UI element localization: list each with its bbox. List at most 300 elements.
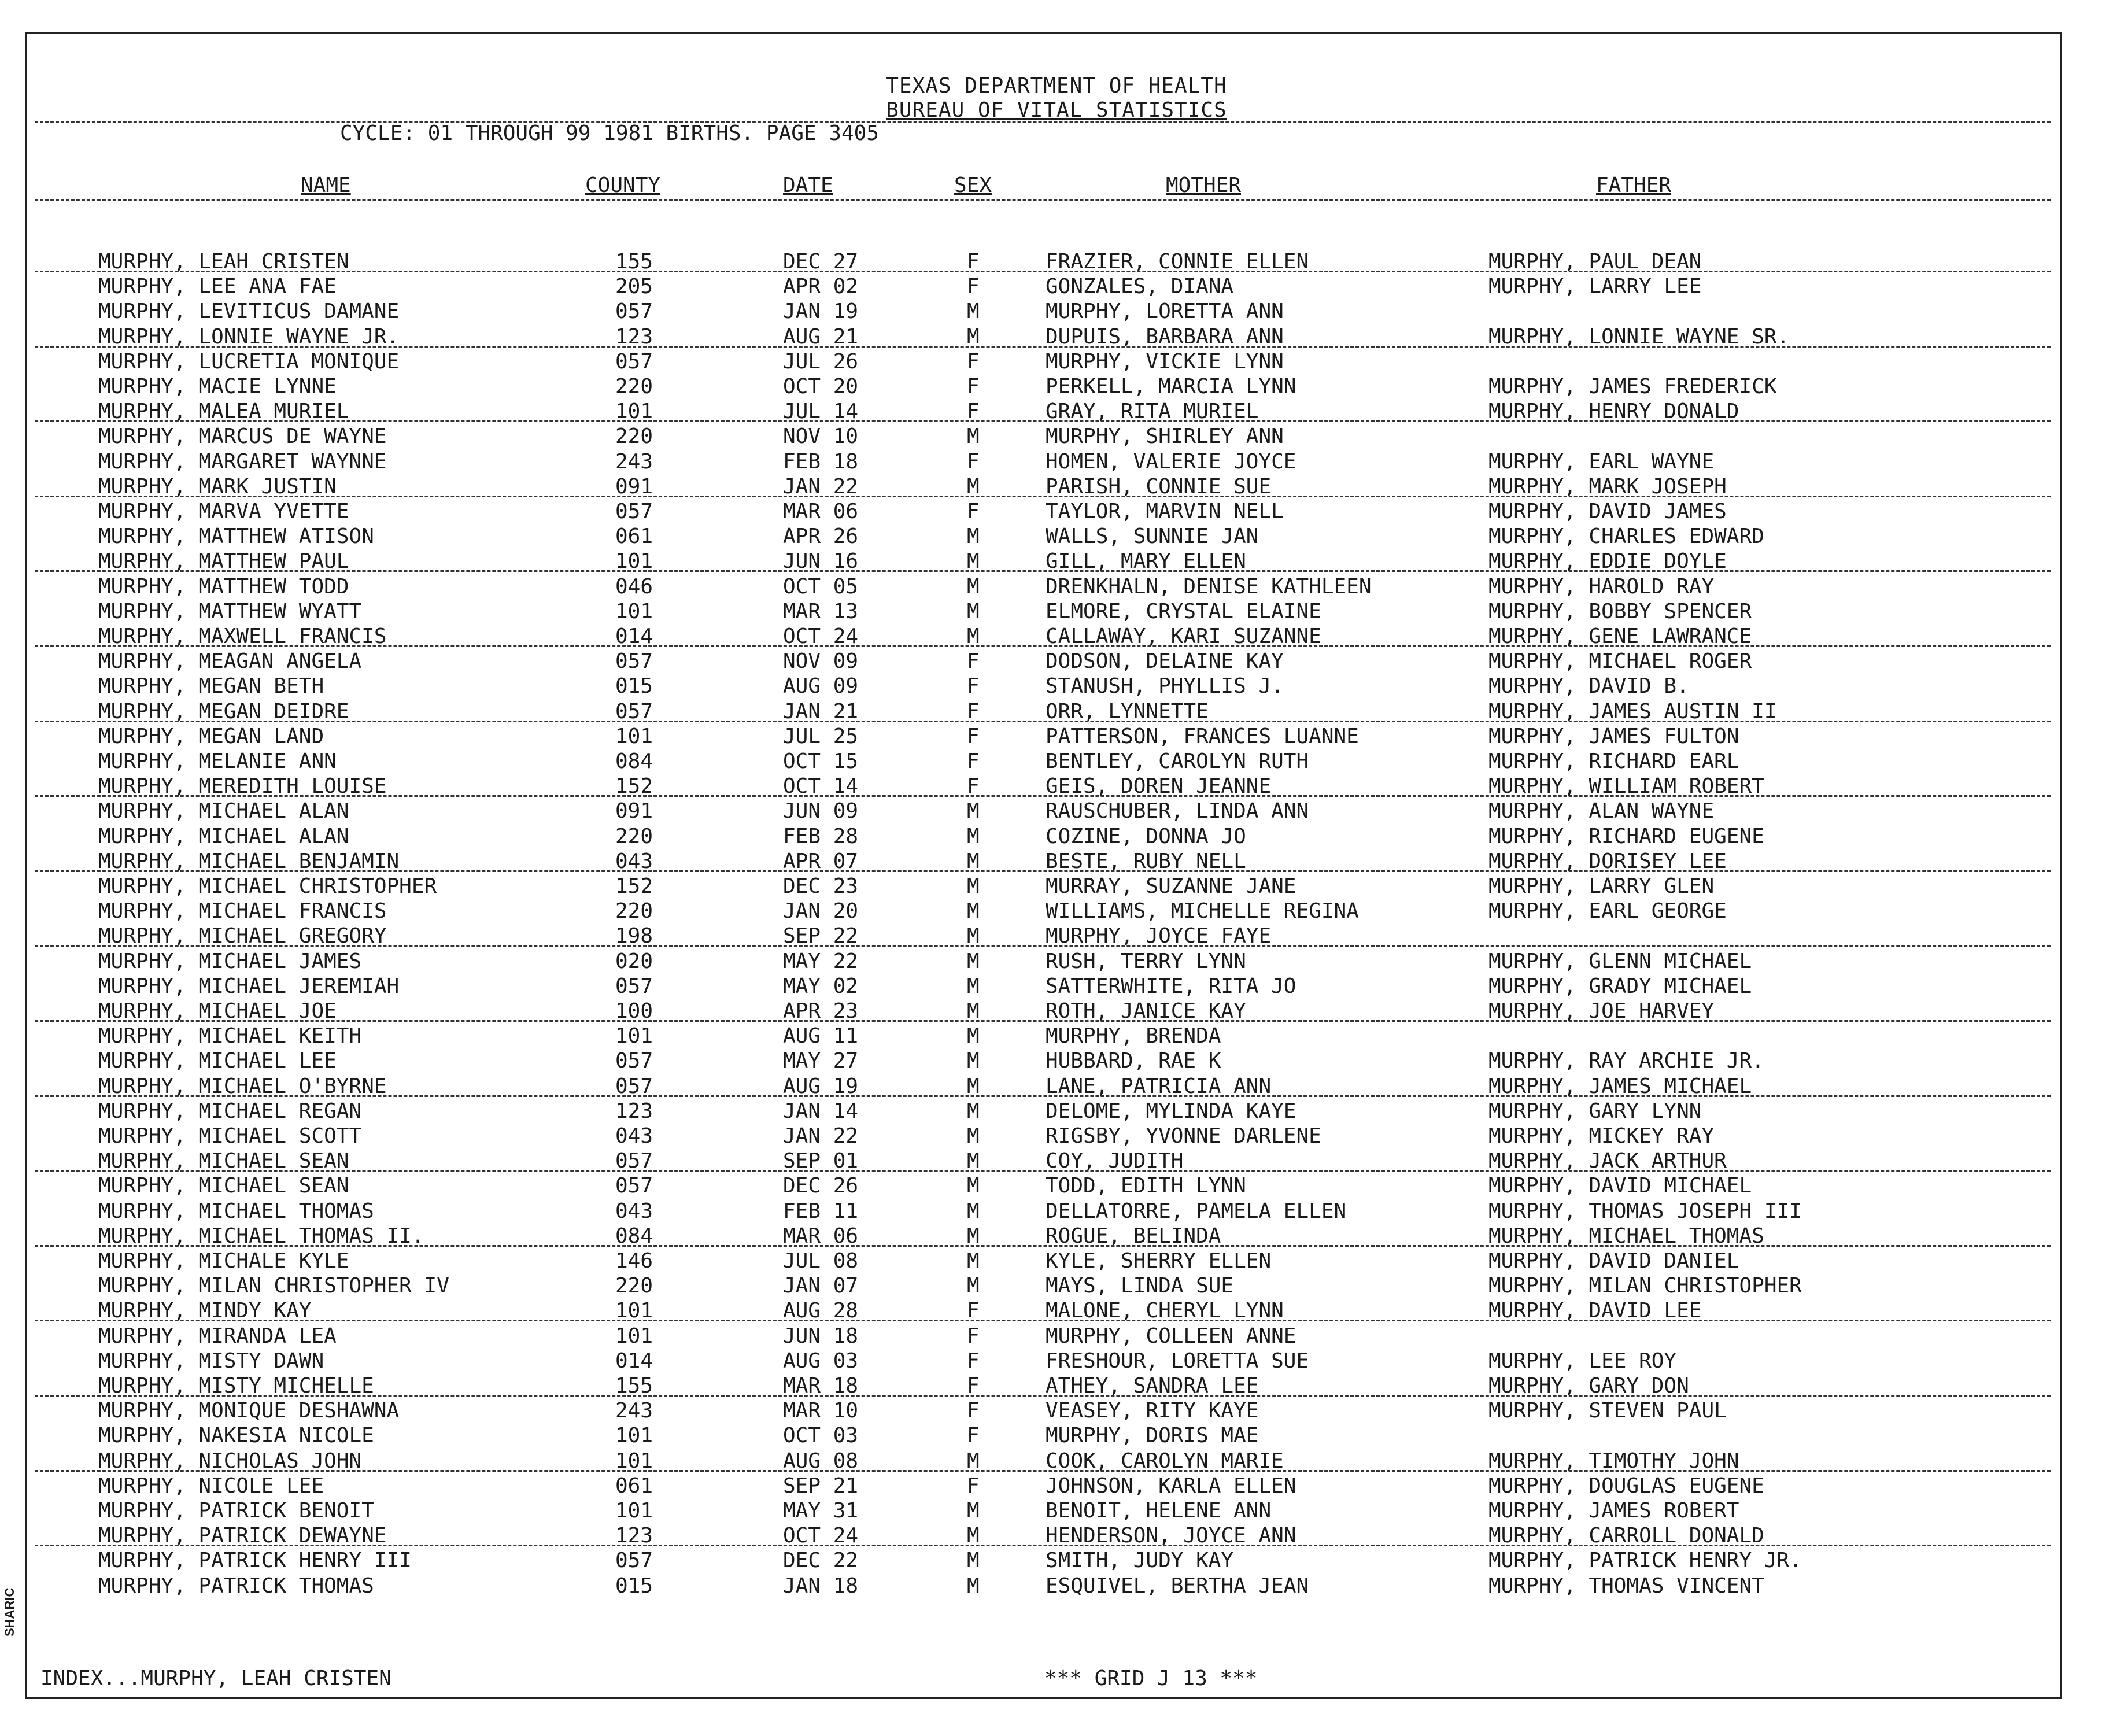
record-mother: FRESHOUR, LORETTA SUE [1046,1349,1309,1373]
record-father: MURPHY, MILAN CHRISTOPHER [1488,1274,1802,1298]
record-father: MURPHY, JAMES AUSTIN II [1488,699,1777,723]
row-divider [35,645,2051,647]
record-county: 146 [615,1249,653,1273]
record-date: SEP 21 [783,1473,859,1498]
record-sex: M [967,1049,980,1073]
record-father: MURPHY, MARK JOSEPH [1488,474,1727,498]
record-name: MURPHY, MICHALE KYLE [98,1249,349,1273]
record-date: JUL 25 [783,724,859,748]
row-divider [35,870,2051,872]
record-name: MURPHY, MEGAN DEIDRE [98,699,349,723]
record-mother: MALONE, CHERYL LYNN [1046,1299,1284,1323]
record-county: 084 [615,749,653,773]
record-date: DEC 26 [783,1174,859,1198]
record-county: 014 [615,625,653,648]
record-father: MURPHY, RAY ARCHIE JR. [1488,1049,1764,1073]
record-mother: HENDERSON, JOYCE ANN [1046,1524,1296,1548]
record-name: MURPHY, MEREDITH LOUISE [98,774,387,799]
record-sex: F [967,1374,980,1398]
record-county: 100 [615,999,653,1023]
record-county: 220 [615,899,653,924]
record-row [0,424,2113,449]
record-mother: WALLS, SUNNIE JAN [1046,525,1259,549]
record-sex: F [967,724,980,748]
record-date: AUG 21 [783,324,859,349]
record-sex: F [967,774,980,799]
row-divider [35,346,2051,348]
record-father: MURPHY, LONNIE WAYNE SR. [1488,324,1790,349]
record-sex: F [967,699,980,723]
record-county: 057 [615,1549,653,1573]
record-row [0,300,2113,324]
record-county: 091 [615,474,653,498]
record-county: 101 [615,1499,653,1523]
record-county: 014 [615,1349,653,1373]
record-date: MAY 02 [783,974,859,998]
record-sex: F [967,500,980,523]
record-date: NOV 09 [783,649,859,674]
record-name: MURPHY, MINDY KAY [98,1299,312,1323]
cycle-line: CYCLE: 01 THROUGH 99 1981 BIRTHS. PAGE 3405 [340,121,879,145]
column-header-date: DATE [783,173,833,197]
record-date: JAN 19 [783,300,859,324]
record-date: JAN 18 [783,1574,859,1598]
record-row [0,1199,2113,1224]
record-county: 101 [615,1024,653,1048]
record-mother: DELOME, MYLINDA KAYE [1046,1099,1296,1123]
record-date: JUL 14 [783,400,859,424]
record-name: MURPHY, NAKESIA NICOLE [98,1424,374,1448]
record-date: JAN 21 [783,699,859,723]
record-name: MURPHY, MICHAEL REGAN [98,1099,362,1123]
record-mother: HUBBARD, RAE K [1046,1049,1221,1073]
record-row [0,825,2113,849]
record-name: MURPHY, MALEA MURIEL [98,400,349,424]
record-sex: M [967,1174,980,1198]
record-name: MURPHY, LEVITICUS DAMANE [98,300,400,324]
record-row [0,275,2113,299]
record-row [0,1049,2113,1073]
record-date: JAN 14 [783,1099,859,1123]
record-date: MAY 31 [783,1499,859,1523]
record-name: MURPHY, MICHAEL SEAN [98,1149,349,1173]
record-sex: M [967,625,980,648]
record-father: MURPHY, THOMAS JOSEPH III [1488,1199,1802,1223]
record-date: AUG 19 [783,1074,859,1098]
record-county: 061 [615,525,653,549]
record-row [0,1274,2113,1298]
record-sex: M [967,1074,980,1098]
record-county: 057 [615,300,653,324]
record-mother: BENOIT, HELENE ANN [1046,1499,1272,1523]
row-divider [35,1395,2051,1397]
record-name: MURPHY, PATRICK DEWAYNE [98,1524,387,1548]
record-mother: ATHEY, SANDRA LEE [1046,1374,1259,1398]
record-date: JUL 08 [783,1249,859,1273]
record-date: MAY 22 [783,949,859,973]
record-date: JUN 09 [783,799,859,823]
record-date: DEC 22 [783,1549,859,1573]
record-sex: M [967,1249,980,1273]
record-county: 205 [615,275,653,299]
record-name: MURPHY, MEGAN BETH [98,674,324,699]
record-father: MURPHY, GARY DON [1488,1374,1689,1398]
record-sex: F [967,749,980,773]
record-mother: PARISH, CONNIE SUE [1046,474,1272,498]
record-name: MURPHY, MICHAEL KEITH [98,1024,362,1048]
record-county: 043 [615,1124,653,1148]
record-mother: DELLATORRE, PAMELA ELLEN [1046,1199,1347,1223]
record-sex: M [967,924,980,948]
record-date: MAY 27 [783,1049,859,1073]
record-mother: MURPHY, COLLEEN ANNE [1046,1324,1296,1348]
record-row [0,899,2113,924]
record-name: MURPHY, MARVA YVETTE [98,500,349,523]
record-county: 046 [615,574,653,599]
record-date: JAN 07 [783,1274,859,1298]
record-mother: MURPHY, LORETTA ANN [1046,300,1284,324]
record-father: MURPHY, HAROLD RAY [1488,574,1715,599]
record-mother: MAYS, LINDA SUE [1046,1274,1234,1298]
record-mother: ROGUE, BELINDA [1046,1224,1221,1248]
record-mother: ELMORE, CRYSTAL ELAINE [1046,599,1321,623]
record-father: MURPHY, GLENN MICHAEL [1488,949,1752,973]
record-sex: M [967,1099,980,1123]
record-date: AUG 09 [783,674,859,699]
record-date: DEC 27 [783,250,859,274]
record-sex: M [967,300,980,324]
record-county: 220 [615,424,653,449]
row-divider [35,271,2051,272]
record-father: MURPHY, JAMES FREDERICK [1488,375,1777,398]
record-date: APR 26 [783,525,859,549]
record-date: JUL 26 [783,349,859,374]
column-header-county: COUNTY [585,173,661,197]
record-father: MURPHY, THOMAS VINCENT [1488,1574,1764,1598]
record-mother: ORR, LYNNETTE [1046,699,1209,723]
record-county: 152 [615,874,653,898]
record-date: AUG 03 [783,1349,859,1373]
record-date: MAR 13 [783,599,859,623]
record-father: MURPHY, CARROLL DONALD [1488,1524,1764,1548]
record-mother: VEASEY, RITY KAYE [1046,1399,1259,1423]
record-date: OCT 14 [783,774,859,799]
record-county: 084 [615,1224,653,1248]
record-date: SEP 22 [783,924,859,948]
record-date: JAN 22 [783,1124,859,1148]
record-father: MURPHY, JAMES FULTON [1488,724,1739,748]
record-mother: DRENKHALN, DENISE KATHLEEN [1046,574,1372,599]
record-row [0,525,2113,549]
record-mother: KYLE, SHERRY ELLEN [1046,1249,1272,1273]
record-name: MURPHY, MARGARET WAYNNE [98,449,387,474]
column-header-sex: SEX [954,173,992,197]
record-father: MURPHY, JAMES ROBERT [1488,1499,1739,1523]
record-name: MURPHY, MICHAEL FRANCIS [98,899,387,924]
record-father: MURPHY, JOE HARVEY [1488,999,1715,1023]
row-divider [35,795,2051,797]
record-mother: CALLAWAY, KARI SUZANNE [1046,625,1321,648]
record-name: MURPHY, MICHAEL LEE [98,1049,337,1073]
record-sex: F [967,375,980,398]
record-date: FEB 28 [783,824,859,848]
record-date: OCT 15 [783,749,859,773]
record-date: NOV 10 [783,424,859,449]
record-row [0,1424,2113,1448]
record-county: 220 [615,1274,653,1298]
record-name: MURPHY, MELANIE ANN [98,749,337,773]
record-name: MURPHY, MONIQUE DESHAWNA [98,1399,400,1423]
record-sex: F [967,349,980,374]
record-mother: PATTERSON, FRANCES LUANNE [1046,724,1359,748]
record-mother: RUSH, TERRY LYNN [1046,949,1246,973]
record-sex: M [967,1124,980,1148]
record-sex: F [967,1299,980,1323]
record-date: OCT 24 [783,625,859,648]
row-divider [35,1095,2051,1097]
column-header-name: NAME [301,173,351,197]
record-row [0,1549,2113,1573]
record-date: AUG 08 [783,1449,859,1473]
record-name: MURPHY, LEAH CRISTEN [98,250,349,274]
record-father: MURPHY, GARY LYNN [1488,1099,1702,1123]
record-sex: M [967,1149,980,1173]
row-divider [35,496,2051,497]
record-county: 057 [615,699,653,723]
record-sex: M [967,424,980,449]
record-row [0,600,2113,624]
record-county: 243 [615,449,653,474]
record-row [0,874,2113,899]
record-name: MURPHY, MICHAEL ALAN [98,824,349,848]
record-name: MURPHY, PATRICK HENRY III [98,1549,412,1573]
record-county: 101 [615,724,653,748]
record-county: 020 [615,949,653,973]
record-county: 220 [615,824,653,848]
record-mother: RAUSCHUBER, LINDA ANN [1046,799,1309,823]
record-row [0,749,2113,774]
record-sex: F [967,400,980,424]
record-row [0,974,2113,999]
record-county: 101 [615,1449,653,1473]
record-county: 043 [615,849,653,873]
record-sex: M [967,1549,980,1573]
record-father: MURPHY, DORISEY LEE [1488,849,1727,873]
record-county: 220 [615,375,653,398]
record-county: 101 [615,1299,653,1323]
record-row [0,1499,2113,1523]
record-row [0,1349,2113,1373]
record-father: MURPHY, LARRY LEE [1488,275,1702,299]
record-name: MURPHY, NICOLE LEE [98,1473,324,1498]
record-name: MURPHY, LEE ANA FAE [98,275,337,299]
record-mother: MURPHY, DORIS MAE [1046,1424,1259,1448]
record-sex: M [967,525,980,549]
record-mother: COY, JUDITH [1046,1149,1184,1173]
record-date: OCT 03 [783,1424,859,1448]
record-row [0,649,2113,674]
record-sex: M [967,574,980,599]
record-county: 057 [615,349,653,374]
row-divider [35,1470,2051,1472]
record-mother: SMITH, JUDY KAY [1046,1549,1234,1573]
record-father: MURPHY, LARRY GLEN [1488,874,1715,898]
record-father: MURPHY, BOBBY SPENCER [1488,599,1752,623]
record-name: MURPHY, LUCRETIA MONIQUE [98,349,400,374]
record-name: MURPHY, MEAGAN ANGELA [98,649,362,674]
record-county: 057 [615,1074,653,1098]
record-father: MURPHY, JAMES MICHAEL [1488,1074,1752,1098]
record-name: MURPHY, MATTHEW ATISON [98,525,374,549]
record-name: MURPHY, MATTHEW TODD [98,574,349,599]
record-date: MAR 10 [783,1399,859,1423]
record-mother: MURPHY, VICKIE LYNN [1046,349,1284,374]
record-name: MURPHY, PATRICK BENOIT [98,1499,374,1523]
record-name: MURPHY, MEGAN LAND [98,724,324,748]
record-row [0,1174,2113,1198]
row-divider [35,1545,2051,1546]
record-date: FEB 18 [783,449,859,474]
record-sex: M [967,1274,980,1298]
record-name: MURPHY, LONNIE WAYNE JR. [98,324,400,349]
record-father: MURPHY, WILLIAM ROBERT [1488,774,1764,799]
record-date: DEC 23 [783,874,859,898]
record-mother: FRAZIER, CONNIE ELLEN [1046,250,1309,274]
record-date: JAN 20 [783,899,859,924]
record-row [0,1324,2113,1349]
row-divider [35,420,2051,422]
record-mother: TAYLOR, MARVIN NELL [1046,500,1284,523]
record-row [0,950,2113,974]
record-county: 101 [615,549,653,574]
record-name: MURPHY, MICHAEL GREGORY [98,924,387,948]
record-mother: SATTERWHITE, RITA JO [1046,974,1296,998]
record-row [0,674,2113,699]
record-county: 057 [615,974,653,998]
record-county: 155 [615,250,653,274]
record-father: MURPHY, RICHARD EUGENE [1488,824,1764,848]
record-name: MURPHY, MIRANDA LEA [98,1324,337,1348]
record-county: 101 [615,1424,653,1448]
record-sex: M [967,1449,980,1473]
record-sex: F [967,649,980,674]
record-sex: F [967,1399,980,1423]
record-sex: F [967,1424,980,1448]
record-name: MURPHY, MICHAEL JEREMIAH [98,974,400,998]
record-date: AUG 11 [783,1024,859,1048]
record-date: MAR 18 [783,1374,859,1398]
record-date: APR 23 [783,999,859,1023]
record-county: 101 [615,1324,653,1348]
record-name: MURPHY, NICHOLAS JOHN [98,1449,362,1473]
record-father: MURPHY, RICHARD EARL [1488,749,1739,773]
record-county: 123 [615,1099,653,1123]
record-row [0,375,2113,399]
record-father: MURPHY, MICKEY RAY [1488,1124,1715,1148]
record-name: MURPHY, MICHAEL THOMAS [98,1199,374,1223]
side-label: SHARIC [2,1587,17,1637]
record-date: JAN 22 [783,474,859,498]
record-mother: BENTLEY, CAROLYN RUTH [1046,749,1309,773]
column-header-father: FATHER [1596,173,1672,197]
record-mother: WILLIAMS, MICHELLE REGINA [1046,899,1359,924]
record-mother: GRAY, RITA MURIEL [1046,400,1259,424]
record-row [0,1099,2113,1124]
record-name: MURPHY, MICHAEL CHRISTOPHER [98,874,437,898]
record-date: OCT 05 [783,574,859,599]
record-date: MAR 06 [783,500,859,523]
record-mother: MURRAY, SUZANNE JANE [1046,874,1296,898]
record-row [0,450,2113,474]
record-father: MURPHY, DAVID DANIEL [1488,1249,1739,1273]
record-mother: ESQUIVEL, BERTHA JEAN [1046,1574,1309,1598]
record-sex: F [967,1324,980,1348]
record-name: MURPHY, MICHAEL THOMAS II. [98,1224,424,1248]
record-father: MURPHY, EARL WAYNE [1488,449,1715,474]
record-name: MURPHY, MICHAEL O'BYRNE [98,1074,387,1098]
record-row [0,1474,2113,1498]
record-county: 043 [615,1199,653,1223]
record-row [0,1249,2113,1273]
record-sex: M [967,1199,980,1223]
column-header-mother: MOTHER [1166,173,1242,197]
record-date: FEB 11 [783,1199,859,1223]
record-name: MURPHY, MARCUS DE WAYNE [98,424,387,449]
row-divider [35,1245,2051,1247]
record-father: MURPHY, EARL GEORGE [1488,899,1727,924]
record-sex: M [967,974,980,998]
record-mother: DODSON, DELAINE KAY [1046,649,1284,674]
record-sex: M [967,1224,980,1248]
record-row [0,500,2113,524]
record-mother: MURPHY, BRENDA [1046,1024,1221,1048]
record-mother: DUPUIS, BARBARA ANN [1046,324,1284,349]
record-father: MURPHY, ALAN WAYNE [1488,799,1715,823]
record-county: 243 [615,1399,653,1423]
record-father: MURPHY, DOUGLAS EUGENE [1488,1473,1764,1498]
record-sex: M [967,1524,980,1548]
record-county: 015 [615,674,653,699]
record-father: MURPHY, HENRY DONALD [1488,400,1739,424]
record-county: 101 [615,400,653,424]
agency-title: TEXAS DEPARTMENT OF HEALTH [886,74,1227,98]
record-row [0,1574,2113,1598]
record-mother: PERKELL, MARCIA LYNN [1046,375,1296,398]
record-mother: TODD, EDITH LYNN [1046,1174,1246,1198]
record-date: OCT 24 [783,1524,859,1548]
record-county: 123 [615,1524,653,1548]
record-county: 101 [615,599,653,623]
record-sex: M [967,1499,980,1523]
record-sex: M [967,549,980,574]
record-father: MURPHY, PATRICK HENRY JR. [1488,1549,1802,1573]
record-mother: MURPHY, JOYCE FAYE [1046,924,1272,948]
record-name: MURPHY, MACIE LYNNE [98,375,337,398]
record-mother: GONZALES, DIANA [1046,275,1234,299]
row-divider [35,570,2051,572]
record-sex: M [967,874,980,898]
record-name: MURPHY, MICHAEL JAMES [98,949,362,973]
record-name: MURPHY, MILAN CHRISTOPHER IV [98,1274,449,1298]
record-sex: M [967,799,980,823]
record-sex: M [967,899,980,924]
row-divider [35,1020,2051,1022]
record-row [0,1399,2113,1423]
record-name: MURPHY, MICHAEL JOE [98,999,337,1023]
record-name: MURPHY, MATTHEW WYATT [98,599,362,623]
record-county: 152 [615,774,653,799]
record-name: MURPHY, MICHAEL SCOTT [98,1124,362,1148]
